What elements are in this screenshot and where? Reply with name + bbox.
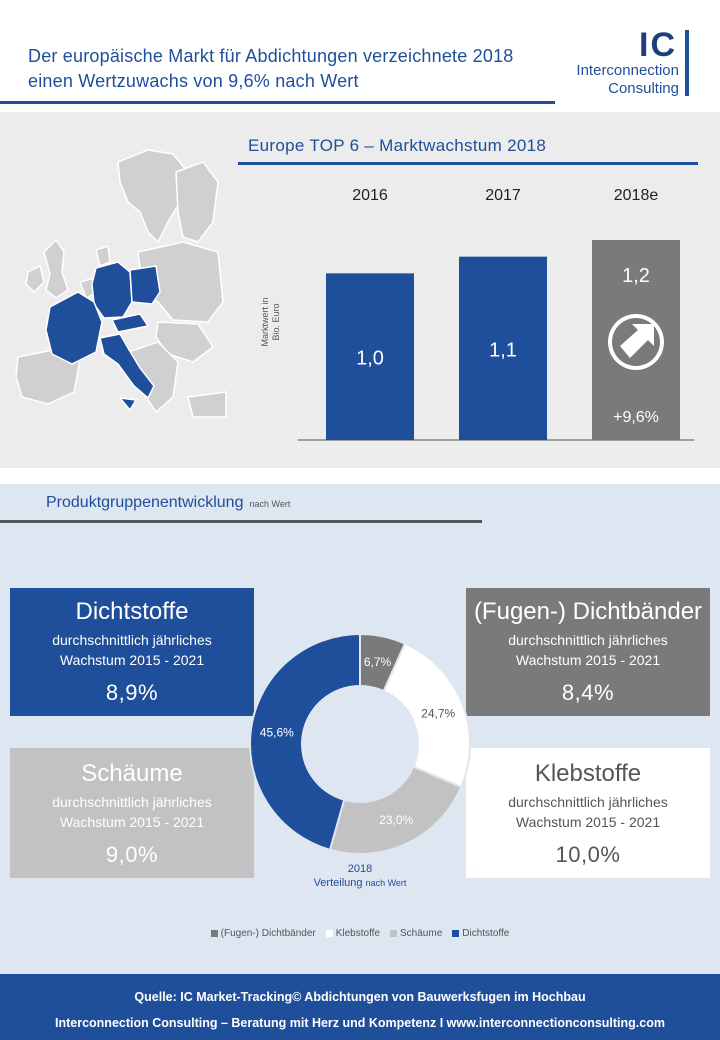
- group-card-fugen-dichtbaender: [466, 588, 710, 716]
- donut-caption-label-text: Verteilung: [313, 877, 363, 889]
- footer-company: Interconnection Consulting – Beratung mit Herz und Kompetenz I www.interconnectionconsulting.com: [55, 1016, 665, 1030]
- donut-caption-sub: nach Wert: [365, 878, 407, 888]
- bar-value-label: 1,1: [489, 339, 517, 362]
- group-growth-value: 8,4%: [561, 680, 615, 705]
- market-growth-bar-chart: [258, 172, 698, 452]
- group-description: [10, 630, 254, 670]
- group-description: [10, 792, 254, 832]
- section-title: [46, 494, 290, 512]
- donut-caption: [260, 862, 460, 890]
- legend-item: [326, 928, 380, 939]
- group-card-klebstoffe: [466, 748, 710, 878]
- logo-bar: [685, 30, 689, 96]
- donut-legend: [0, 928, 720, 939]
- group-description-line2: Wachstum 2015 - 2021: [515, 652, 661, 668]
- legend-swatch: [390, 930, 397, 937]
- bar-value-label: 1,0: [356, 347, 384, 370]
- group-description-line1: durchschnittlich jährliches: [508, 794, 668, 810]
- group-description-line1: durchschnittlich jährliches: [52, 794, 212, 810]
- company-logo: [555, 28, 705, 100]
- legend-swatch: [211, 930, 218, 937]
- header: [0, 0, 720, 112]
- slice-label: 23,0%: [379, 812, 414, 827]
- legend-swatch: [326, 930, 333, 937]
- logo-mark: IC: [639, 26, 677, 64]
- product-group-panel: [0, 484, 720, 974]
- legend-item: [452, 928, 509, 939]
- headline-line1: Der europäische Markt für Abdichtungen verzeichnete 2018: [28, 46, 514, 66]
- footer: [0, 974, 720, 1040]
- headline-rule: [0, 101, 555, 104]
- legend-item: [390, 928, 442, 939]
- category-label: 2016: [352, 187, 388, 204]
- legend-swatch: [452, 930, 459, 937]
- arrow-up-right-icon: [608, 314, 664, 370]
- donut-hole: [303, 687, 417, 801]
- group-name: Dichtstoffe: [75, 598, 189, 625]
- y-axis-label: Marktwert inBio. Euro: [260, 297, 281, 347]
- legend-label: (Fugen-) Dichtbänder: [220, 928, 316, 939]
- bar-chart-title-rule: [238, 162, 698, 165]
- group-card-schaeume: [10, 748, 254, 878]
- bar-value-label: 1,2: [622, 265, 650, 287]
- logo-line1: Interconnection: [576, 62, 679, 79]
- legend-label: Schäume: [400, 928, 443, 939]
- group-card-dichtstoffe: [10, 588, 254, 716]
- group-growth-value: 10,0%: [555, 842, 621, 867]
- group-description-line2: Wachstum 2015 - 2021: [59, 652, 205, 668]
- bar-chart-title: Europe TOP 6 – Marktwachstum 2018: [248, 136, 547, 155]
- group-description: [466, 630, 710, 670]
- group-description-line1: durchschnittlich jährliches: [52, 632, 212, 648]
- group-name: Schäume: [81, 760, 183, 787]
- growth-annotation: +9,6%: [613, 409, 659, 426]
- slice-label: 24,7%: [421, 706, 456, 721]
- legend-label: Dichtstoffe: [462, 928, 510, 939]
- group-description-line2: Wachstum 2015 - 2021: [59, 814, 205, 830]
- section-rule: [0, 520, 482, 523]
- group-description-line1: durchschnittlich jährliches: [508, 632, 668, 648]
- legend-label: Klebstoffe: [335, 928, 381, 939]
- group-name: (Fugen-) Dichtbänder: [473, 598, 703, 625]
- group-name: Klebstoffe: [534, 760, 642, 787]
- group-growth-value: 8,9%: [105, 680, 159, 705]
- category-label: 2017: [485, 187, 521, 204]
- group-growth-value: 9,0%: [105, 842, 159, 867]
- group-description: [466, 792, 710, 832]
- donut-caption-year: 2018: [347, 863, 373, 875]
- footer-source: Quelle: IC Market-Tracking© Abdichtungen von Bauwerksfugen im Hochbau: [134, 990, 586, 1004]
- headline: [28, 44, 568, 94]
- group-description-line2: Wachstum 2015 - 2021: [515, 814, 661, 830]
- slice-label: 45,6%: [259, 725, 294, 740]
- slice-label: 6,7%: [363, 654, 392, 669]
- market-growth-panel: [0, 112, 720, 468]
- headline-line2: einen Wertzuwachs von 9,6% nach Wert: [28, 71, 359, 91]
- donut-caption-label: [260, 876, 460, 890]
- category-label: 2018e: [613, 187, 659, 204]
- logo-line2: Consulting: [608, 80, 679, 97]
- section-subtitle: nach Wert: [249, 499, 291, 509]
- distribution-donut-chart: [232, 616, 488, 872]
- legend-item: [211, 928, 316, 939]
- europe-map-icon: [8, 142, 228, 442]
- section-title-text: Produktgruppenentwicklung: [46, 494, 244, 511]
